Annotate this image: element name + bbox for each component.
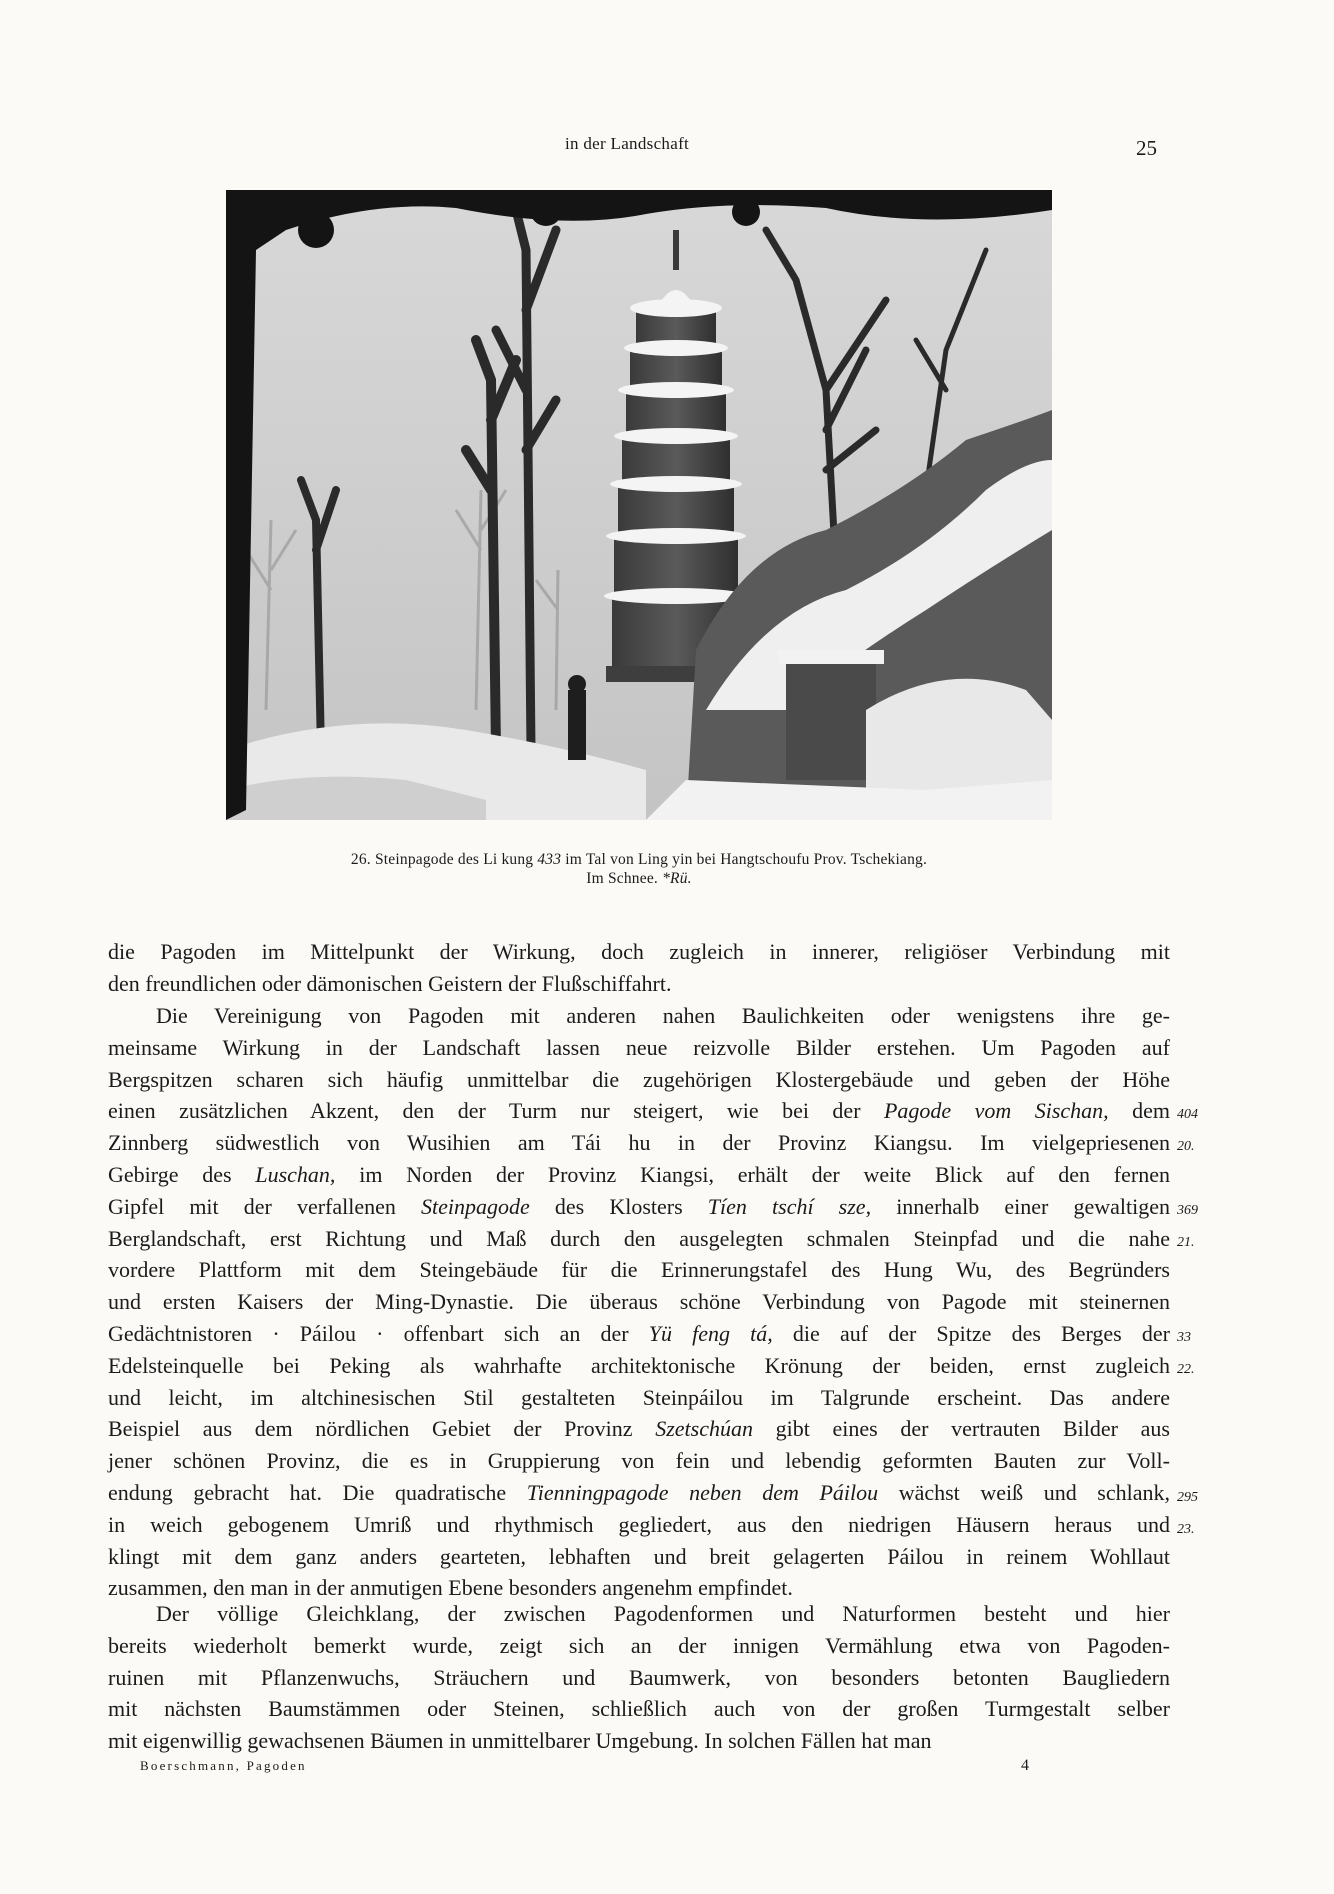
text-line — [108, 1254, 1170, 1286]
italic-text: Luschan, — [255, 1161, 336, 1187]
italic-text: Yü feng tá, — [648, 1320, 773, 1346]
italic-text: Szetschúan — [655, 1416, 753, 1442]
text-run: Berglandschaft, erst Richtung und Maß durch den ausgelegten schmalen Steinpfad und die nahe — [108, 1225, 1170, 1251]
figure-caption — [226, 850, 1052, 888]
footer-author: Boerschmann, Pagoden — [140, 1758, 307, 1773]
text-line — [108, 1032, 1170, 1064]
text-run: Zinnberg südwestlich von Wusihien am Tái hu in der Provinz Kiangsu. Im vielgepriesenen — [108, 1130, 1170, 1156]
text-line — [108, 1598, 1170, 1630]
text-run: Gedächtnistoren · Páilou · offenbart sich an der — [108, 1320, 649, 1346]
margin-note: 295 — [1177, 1490, 1198, 1505]
caption-text: Steinpagode des Li kung — [374, 851, 534, 868]
text-run: Gebirge des — [108, 1161, 256, 1187]
caption-text: im Tal von Ling yin bei Hangtschoufu Prov. Tschekiang. — [565, 851, 928, 868]
italic-text: Tienningpagode neben dem Páilou — [526, 1479, 879, 1505]
text-line — [108, 1413, 1170, 1445]
text-run: den freundlichen oder dämonischen Geistern der Flußschiffahrt. — [108, 970, 672, 996]
text-line — [108, 1693, 1170, 1725]
text-line — [108, 1541, 1170, 1573]
text-run: die auf der Spitze des Berges der — [772, 1320, 1170, 1346]
italic-text: Steinpagode — [421, 1193, 530, 1219]
text-run: mit eigenwillig gewachsenen Bäumen in unmittelbarer Umgebung. In solchen Fällen hat man — [108, 1728, 932, 1754]
text-line — [108, 1000, 1170, 1032]
text-run: zusammen, den man in der anmutigen Ebene besonders angenehm empfindet. — [108, 1575, 793, 1601]
text-run: des Klosters — [529, 1193, 708, 1219]
caption-line-1 — [226, 850, 1052, 869]
text-line — [108, 1064, 1170, 1096]
text-line — [108, 1445, 1170, 1477]
text-run: bereits wiederholt bemerkt wurde, zeigt sich an der innigen Vermählung etwa von Pagoden- — [108, 1632, 1170, 1658]
text-run: gibt eines der vertrauten Bilder aus — [752, 1416, 1170, 1442]
text-line — [108, 1127, 1170, 1159]
page-number: 25 — [1136, 136, 1157, 160]
text-run: meinsame Wirkung in der Landschaft lassen neue reizvolle Bilder erstehen. Um Pagoden auf — [108, 1034, 1170, 1060]
text-run: ruinen mit Pflanzenwuchs, Sträuchern und Baumwerk, von besonders betonten Baugliedern — [108, 1664, 1170, 1690]
text-line — [108, 1350, 1170, 1382]
text-run: jener schönen Provinz, die es in Gruppierung von fein und lebendig geformten Bauten zur Voll- — [108, 1448, 1170, 1474]
margin-note: 23. — [1177, 1522, 1195, 1537]
text-run: und leicht, im altchinesischen Stil gestalteten Steinpáilou im Talgrunde erscheint. Das andere — [108, 1384, 1170, 1410]
text-line — [108, 1477, 1170, 1509]
margin-note: 369 — [1177, 1203, 1198, 1218]
paragraph — [108, 1598, 1170, 1757]
paragraph — [108, 936, 1170, 1000]
margin-note: 22. — [1177, 1362, 1195, 1377]
italic-text: Pagode vom Sischan, — [883, 1098, 1109, 1124]
text-run: Der völlige Gleichklang, der zwischen Pagodenformen und Naturformen besteht und hier — [156, 1601, 1170, 1626]
text-run: innerhalb einer gewaltigen — [871, 1193, 1170, 1219]
text-run: Gipfel mit der verfallenen — [108, 1193, 422, 1219]
text-run: und ersten Kaisers der Ming-Dynastie. Die überaus schöne Verbindung von Pagode mit steinernen — [108, 1289, 1170, 1315]
text-run: Edelsteinquelle bei Peking als wahrhafte architektonische Krönung der beiden, ernst zugleich — [108, 1352, 1170, 1378]
text-line — [108, 1725, 1170, 1757]
text-line — [108, 1630, 1170, 1662]
text-run: mit nächsten Baumstämmen oder Steinen, schließlich auch von der großen Turmgestalt selber — [108, 1696, 1170, 1722]
text-line — [108, 968, 1170, 1000]
margin-note: 33 — [1177, 1330, 1191, 1345]
caption-text: Im Schnee. — [586, 870, 658, 887]
photo-credit: *Rü. — [662, 870, 692, 887]
figure-number: 26. — [350, 851, 371, 868]
text-run: endung gebracht hat. Die quadratische — [108, 1479, 527, 1505]
signature-mark: 4 — [1021, 1757, 1029, 1774]
text-line — [108, 1318, 1170, 1350]
text-line — [108, 1191, 1170, 1223]
paragraph — [108, 1000, 1170, 1604]
text-run: im Norden der Provinz Kiangsi, erhält der weite Blick auf den fernen — [335, 1161, 1170, 1187]
running-title: in der Landschaft — [565, 134, 690, 153]
text-line — [108, 1662, 1170, 1694]
text-run: einen zusätzlichen Akzent, den der Turm nur steigert, wie bei der — [108, 1098, 884, 1124]
text-run: die Pagoden im Mittelpunkt der Wirkung, doch zugleich in innerer, religiöser Verbindung mit — [108, 939, 1170, 964]
margin-note: 404 — [1177, 1107, 1198, 1122]
text-run: dem — [1108, 1098, 1170, 1124]
pagoda-photograph — [226, 190, 1052, 820]
text-run: Beispiel aus dem nördlichen Gebiet der Provinz — [108, 1416, 656, 1442]
text-run: in weich gebogenem Umriß und rhythmisch gegliedert, aus den niedrigen Häusern heraus und — [108, 1511, 1170, 1537]
text-line — [108, 1382, 1170, 1414]
text-line — [108, 1159, 1170, 1191]
text-run: vordere Plattform mit dem Steingebäude für die Erinnerungstafel des Hung Wu, des Begründers — [108, 1257, 1170, 1283]
text-run: Bergspitzen scharen sich häufig unmittelbar die zugehörigen Klostergebäude und geben der Höhe — [108, 1066, 1170, 1092]
text-run: Die Vereinigung von Pagoden mit anderen nahen Baulichkeiten oder wenigstens ihre ge- — [156, 1003, 1170, 1028]
text-line — [108, 936, 1170, 968]
margin-note: 21. — [1177, 1235, 1195, 1250]
caption-line-2 — [226, 869, 1052, 888]
text-line — [108, 1509, 1170, 1541]
text-line — [108, 1286, 1170, 1318]
text-line — [108, 1095, 1170, 1127]
text-run: wächst weiß und schlank, — [878, 1479, 1171, 1505]
margin-note: 20. — [1177, 1139, 1195, 1154]
italic-text: Tíen tschí sze, — [707, 1193, 872, 1219]
text-line — [108, 1223, 1170, 1255]
catalog-ref: 433 — [537, 851, 562, 868]
text-run: klingt mit dem ganz anders gearteten, lebhaften und breit gelagerten Páilou in reinem Wohllaut — [108, 1543, 1170, 1569]
